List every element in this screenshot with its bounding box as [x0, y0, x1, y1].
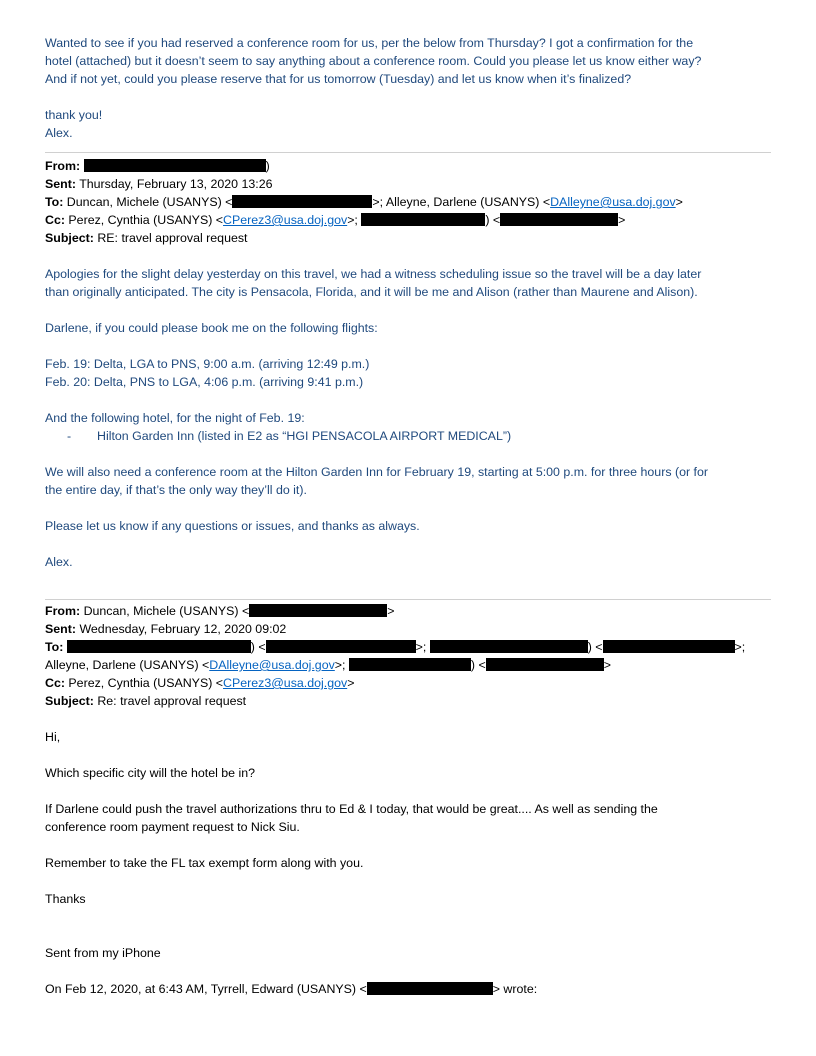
to-label: To:: [45, 640, 64, 654]
hotel-bullet: [45, 427, 771, 445]
message-line: And if not yet, could you please reserve that for us tomorrow (Tuesday) and let us know when it’s finalized?: [45, 72, 632, 86]
email-header-2: [45, 602, 771, 710]
from-line: [45, 602, 771, 620]
body-line: Which specific city will the hotel be in?: [45, 766, 256, 780]
greeting: Hi,: [45, 730, 61, 744]
body-line: Darlene, if you could please book me on the following flights:: [45, 321, 378, 335]
email-link[interactable]: DAlleyne@usa.doj.gov: [550, 195, 676, 209]
body-line: the entire day, if that’s the only way they’ll do it).: [45, 483, 307, 497]
subject-text: Re: travel approval request: [97, 694, 247, 708]
subject-label: Subject:: [45, 694, 94, 708]
subject-label: Subject:: [45, 231, 94, 245]
subject-text: RE: travel approval request: [97, 231, 248, 245]
to-part: >;: [415, 640, 430, 654]
cc-line: [45, 674, 771, 692]
body-line: Thanks: [45, 892, 86, 906]
redaction-block: [67, 640, 251, 653]
to-part: ) <: [250, 640, 266, 654]
cc-name: Perez, Cynthia (USANYS) <: [68, 676, 224, 690]
message-line: Wanted to see if you had reserved a conference room for us, per the below from Thursday? I got a confirmation for the: [45, 36, 694, 50]
body-line: Apologies for the slight delay yesterday on this travel, we had a witness scheduling issue so the travel will be a day later: [45, 267, 702, 281]
quote-end: > wrote:: [492, 982, 538, 996]
to-separator: >; Alleyne, Darlene (USANYS) <: [372, 195, 551, 209]
email-link[interactable]: CPerez3@usa.doj.gov: [223, 213, 348, 227]
flight-line: Feb. 19: Delta, LGA to PNS, 9:00 a.m. (arriving 12:49 p.m.): [45, 357, 370, 371]
email-body-1: [45, 265, 771, 571]
top-message: [45, 34, 771, 142]
to-name: Alleyne, Darlene (USANYS) <: [45, 658, 210, 672]
cc-line: [45, 211, 771, 229]
email-thread: [45, 34, 771, 998]
sent-label: Sent:: [45, 622, 76, 636]
cc-mid: ) <: [485, 213, 501, 227]
quote-intro: [45, 980, 771, 998]
email-link[interactable]: DAlleyne@usa.doj.gov: [209, 658, 335, 672]
from-label: From:: [45, 159, 81, 173]
to-label: To:: [45, 195, 64, 209]
cc-label: Cc:: [45, 213, 65, 227]
to-line: [45, 193, 771, 211]
redaction-block: [486, 658, 604, 671]
flight-line: Feb. 20: Delta, PNS to LGA, 4:06 p.m. (arriving 9:41 p.m.): [45, 375, 364, 389]
body-line: conference room payment request to Nick Siu.: [45, 820, 300, 834]
to-name: Duncan, Michele (USANYS) <: [66, 195, 233, 209]
email-link[interactable]: CPerez3@usa.doj.gov: [223, 676, 348, 690]
sent-line: [45, 620, 771, 638]
from-tail: ): [265, 159, 270, 173]
signature: Alex.: [45, 555, 73, 569]
body-line: And the following hotel, for the night of Feb. 19:: [45, 411, 305, 425]
from-name: Duncan, Michele (USANYS) <: [83, 604, 250, 618]
cc-end: >: [618, 213, 626, 227]
subject-line: [45, 229, 771, 247]
redaction-block: [249, 604, 387, 617]
redaction-block: [84, 159, 266, 172]
redaction-block: [232, 195, 372, 208]
sent-date: Wednesday, February 12, 2020 09:02: [79, 622, 287, 636]
to-part: >;: [734, 640, 746, 654]
thanks-line: thank you!: [45, 108, 103, 122]
subject-line: [45, 692, 771, 710]
body-line: We will also need a conference room at the Hilton Garden Inn for February 19, starting at 5:00 p.m. for three hours (or for: [45, 465, 709, 479]
from-end: >: [387, 604, 395, 618]
body-line: Please let us know if any questions or issues, and thanks as always.: [45, 519, 420, 533]
redaction-block: [603, 640, 735, 653]
redaction-block: [367, 982, 493, 995]
to-separator: >;: [334, 658, 349, 672]
cc-separator: >;: [347, 213, 362, 227]
to-end: >: [603, 658, 611, 672]
from-label: From:: [45, 604, 81, 618]
to-line: [45, 638, 771, 656]
redaction-block: [266, 640, 416, 653]
body-line: Remember to take the FL tax exempt form along with you.: [45, 856, 364, 870]
sent-line: [45, 175, 771, 193]
body-line: than originally anticipated. The city is Pensacola, Florida, and it will be me and Alison (rather than Maurene and Alison).: [45, 285, 698, 299]
redaction-block: [500, 213, 618, 226]
email-body-2: [45, 728, 771, 998]
redaction-block: [361, 213, 485, 226]
signature: Alex.: [45, 126, 73, 140]
cc-name: Perez, Cynthia (USANYS) <: [68, 213, 224, 227]
quote-intro-text: On Feb 12, 2020, at 6:43 AM, Tyrrell, Edward (USANYS) <: [45, 982, 367, 996]
hotel-text: Hilton Garden Inn (listed in E2 as “HGI PENSACOLA AIRPORT MEDICAL”): [97, 429, 512, 443]
redaction-block: [430, 640, 588, 653]
cc-label: Cc:: [45, 676, 65, 690]
to-mid: ) <: [470, 658, 486, 672]
cc-end: >: [347, 676, 355, 690]
message-line: hotel (attached) but it doesn’t seem to say anything about a conference room. Could you please let us know either way?: [45, 54, 702, 68]
bullet-dash: -: [67, 429, 72, 443]
to-line-2: [45, 656, 771, 674]
to-part: ) <: [587, 640, 603, 654]
sent-label: Sent:: [45, 177, 76, 191]
sent-date: Thursday, February 13, 2020 13:26: [79, 177, 273, 191]
redaction-block: [349, 658, 471, 671]
from-line: [45, 157, 771, 175]
body-line: If Darlene could push the travel authorizations thru to Ed & I today, that would be great.... As well as sending the: [45, 802, 658, 816]
email-header-1: [45, 157, 771, 247]
to-end: >: [675, 195, 683, 209]
sent-from: Sent from my iPhone: [45, 946, 161, 960]
